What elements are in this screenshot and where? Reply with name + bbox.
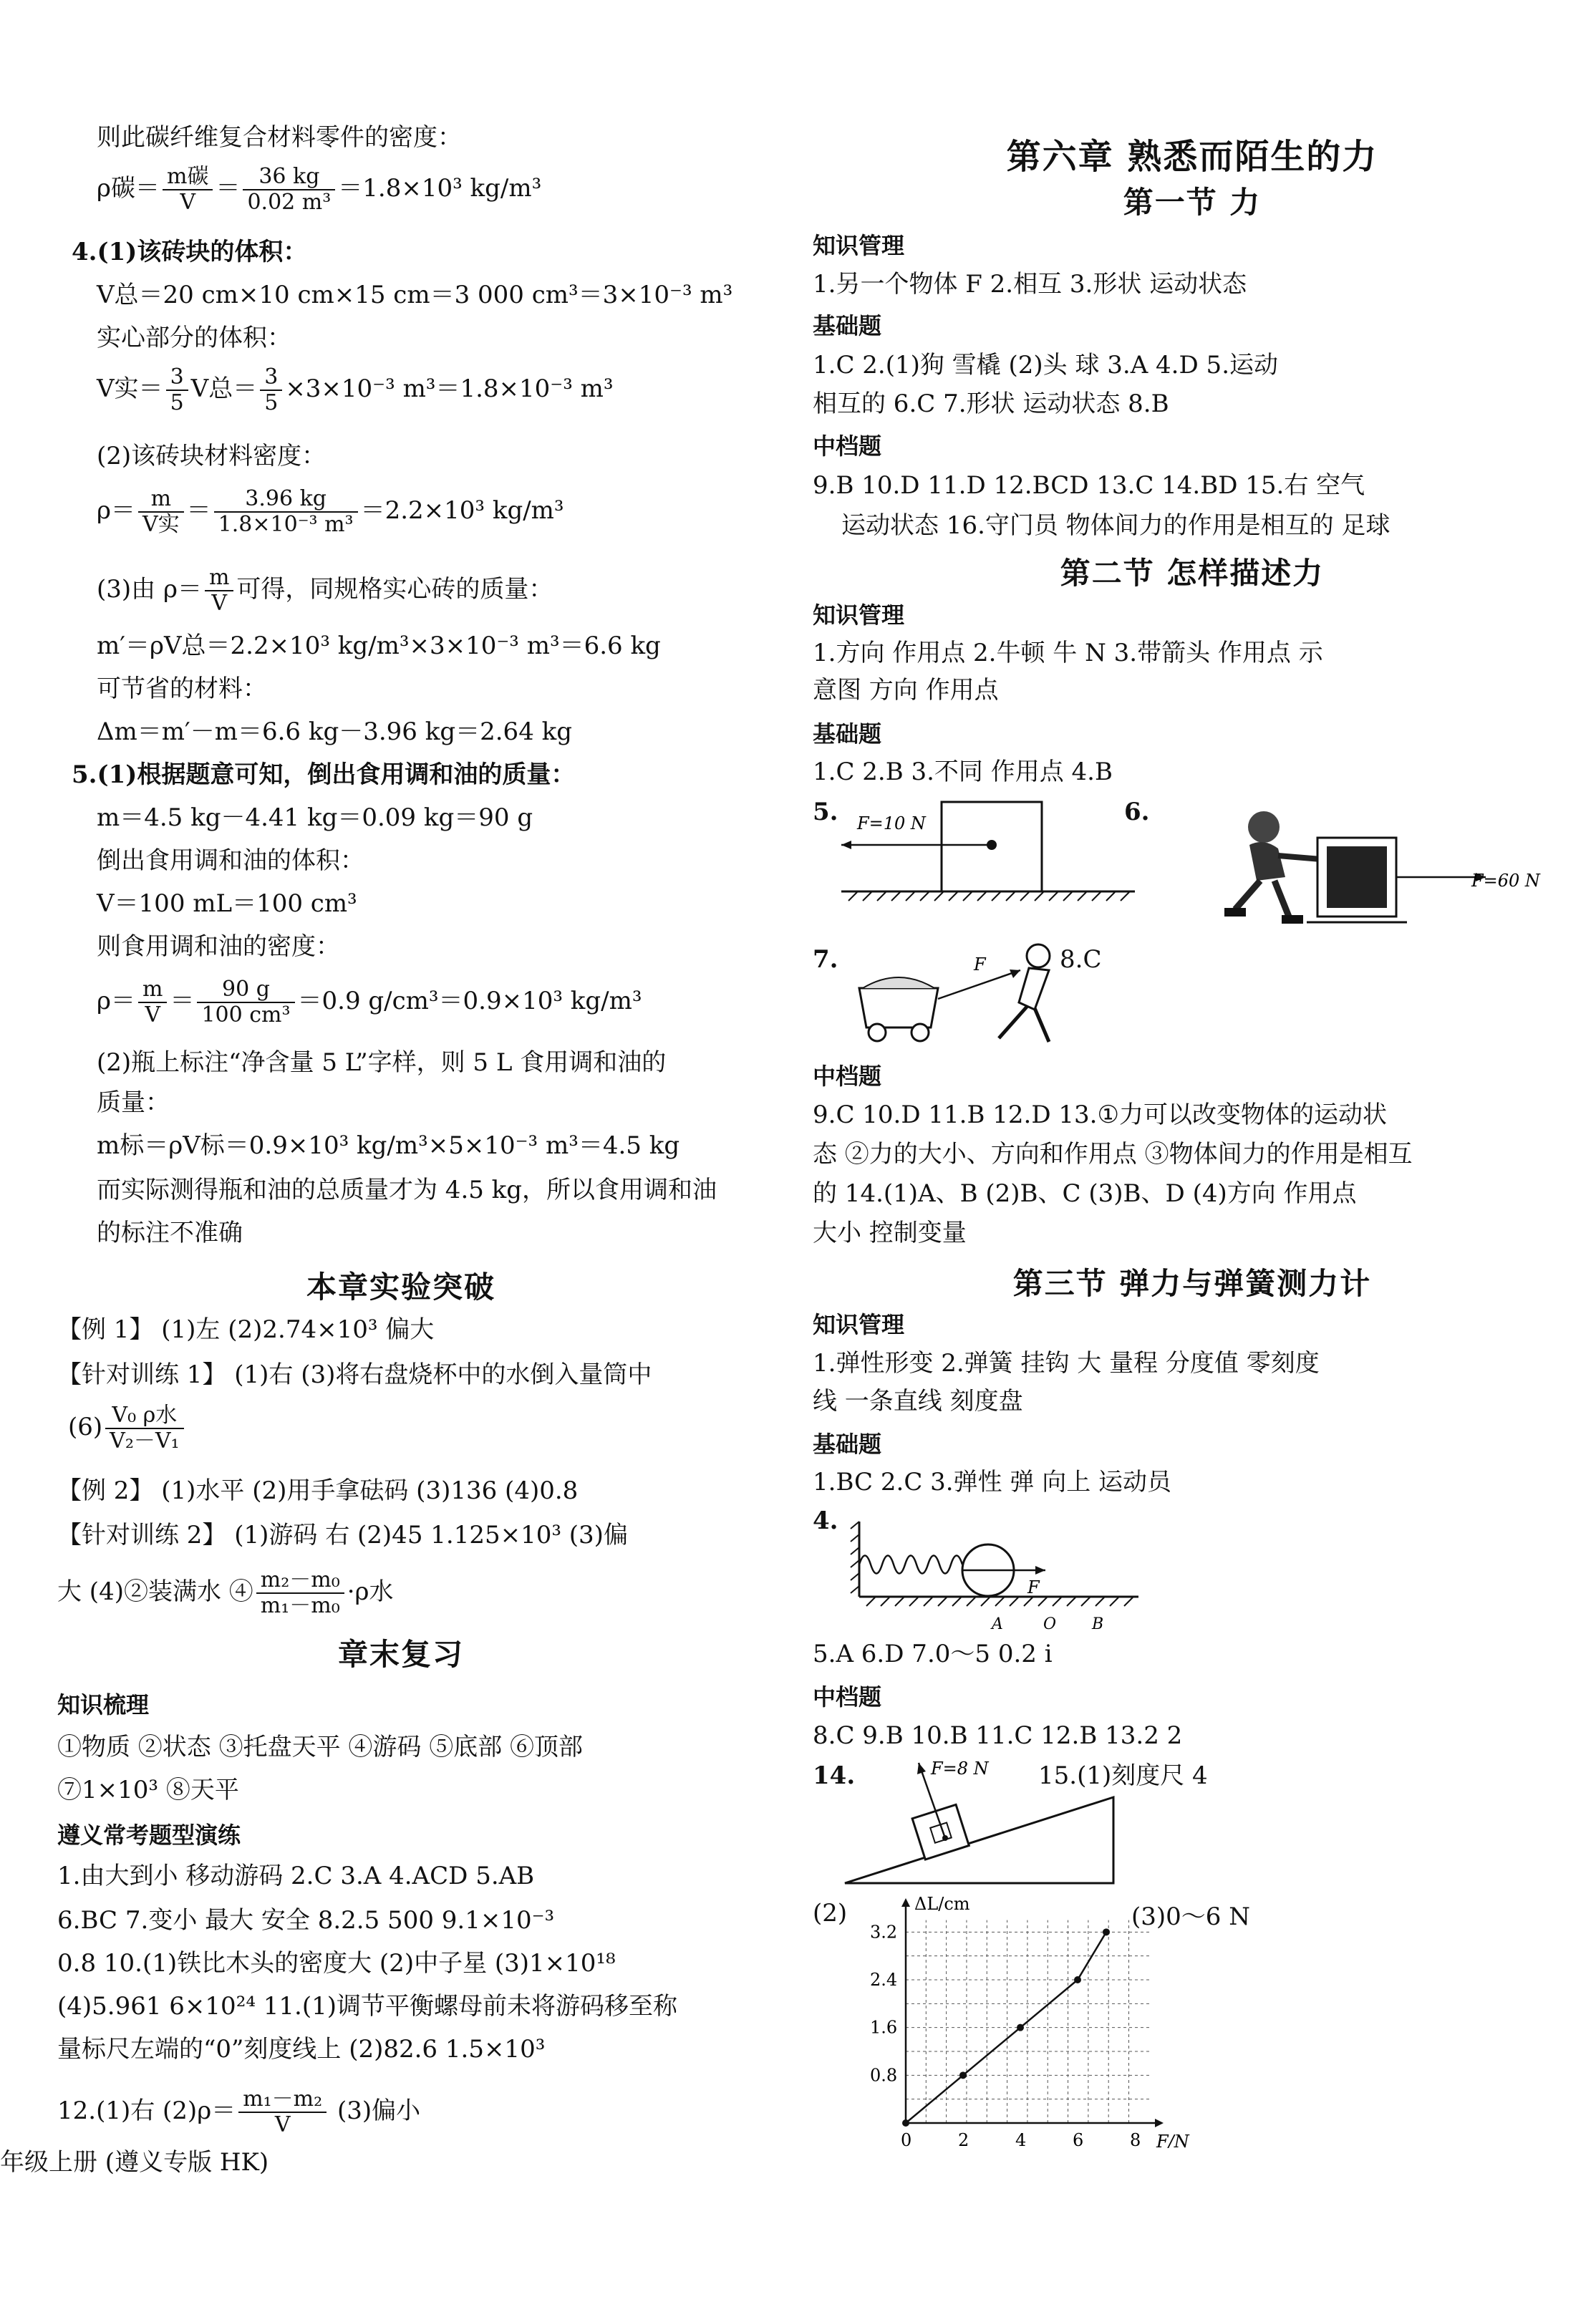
formula-line: Δm＝m′－m＝6.6 kg－3.96 kg＝2.64 kg — [97, 717, 572, 746]
text-line: 实心部分的体积： — [97, 324, 291, 352]
formula-part: V总＝ — [190, 374, 258, 403]
text-line: 相互的 6.C 7.形状 运动状态 8.B — [813, 390, 1169, 418]
x-tick-label: 0 — [901, 2130, 912, 2148]
text-line: 5.A 6.D 7.0～5 0.2 i — [813, 1640, 1053, 1668]
figure-child-pushing-box — [1171, 802, 1543, 931]
formula-part: ＝ — [216, 174, 241, 203]
text-line: 质量： — [97, 1088, 170, 1117]
question-line: 5.(1)根据题意可知，倒出食用调和油的质量： — [72, 760, 576, 789]
chapter-title: 第六章 熟悉而陌生的力 — [1006, 137, 1378, 177]
text-line: 的标注不准确 — [97, 1219, 243, 1247]
x-axis-label: F/N — [1156, 2132, 1189, 2148]
text-line: 1.弹性形变 2.弹簧 挂钩 大 量程 分度值 零刻度 — [813, 1349, 1320, 1378]
subsection-heading: 基础题 — [813, 720, 882, 748]
right-column — [813, 0, 1572, 2297]
formula-line — [57, 487, 564, 537]
data-point — [1103, 1928, 1110, 1935]
formula-line — [57, 977, 642, 1027]
formula-line — [57, 1568, 394, 1618]
subsection-heading: 知识管理 — [813, 601, 905, 629]
denominator: m₁－m₀ — [260, 1593, 340, 1618]
fraction — [256, 1568, 344, 1618]
text-line: 【例 1】 (1)左 (2)2.74×10³ 偏大 — [57, 1315, 435, 1344]
denominator: V — [145, 1002, 161, 1027]
fraction — [205, 566, 233, 616]
text-line: 8.C 9.B 10.B 11.C 12.B 13.2 2 — [813, 1721, 1183, 1750]
subsection-heading: 基础题 — [813, 312, 882, 339]
formula-part: (3)由 ρ＝ — [97, 575, 202, 604]
y-tick-label: 3.2 — [870, 1922, 898, 1943]
x-tick-label: 8 — [1130, 2130, 1141, 2148]
numerator: m₁－m₂ — [238, 2087, 327, 2113]
data-point — [902, 2119, 909, 2127]
text-line: 量标尺左端的“0”刻度线上 (2)82.6 1.5×10³ — [57, 2035, 546, 2064]
denominator: V — [274, 2112, 291, 2137]
text-line: 意图 方向 作用点 — [813, 676, 999, 705]
text-line: 倒出食用调和油的体积： — [97, 846, 364, 875]
formula-part: ·ρ水 — [347, 1577, 394, 1606]
numerator: 90 g — [197, 977, 294, 1003]
formula-part: ×3×10⁻³ m³＝1.8×10⁻³ m³ — [285, 374, 614, 403]
section-heading: 第三节 弹力与弹簧测力计 — [1012, 1266, 1372, 1301]
formula-line — [57, 365, 614, 415]
formula-part: ρ碳＝ — [97, 174, 160, 203]
text-line: ①物质 ②状态 ③托盘天平 ④游码 ⑤底部 ⑥顶部 — [57, 1733, 584, 1761]
footer-text: 年级上册 (遵义专版 HK) — [0, 2148, 269, 2177]
formula-part: V实＝ — [97, 374, 163, 403]
numerator: m — [138, 977, 167, 1003]
x-tick-label: 6 — [1073, 2130, 1084, 2148]
text-line: 9.C 10.D 11.B 12.D 13.①力可以改变物体的运动状 — [813, 1101, 1387, 1129]
section-heading: 本章实验突破 — [306, 1270, 495, 1305]
denominator: V实 — [142, 512, 180, 537]
fraction — [166, 365, 188, 415]
text-line: 1.C 2.B 3.不同 作用点 4.B — [813, 758, 1113, 786]
x-axis-arrow — [1155, 2119, 1164, 2127]
text-line: 1.BC 2.C 3.弹性 弹 向上 运动员 — [813, 1468, 1172, 1496]
subsection-heading: 中档题 — [813, 1683, 882, 1711]
subsection-heading: 知识梳理 — [57, 1691, 150, 1718]
formula-line — [57, 165, 541, 215]
section-heading: 第一节 力 — [1123, 185, 1262, 220]
text-line: (2)该砖块材料密度： — [97, 442, 327, 470]
point-label: A — [992, 1615, 1003, 1633]
numerator: V₀ ρ水 — [105, 1403, 183, 1429]
text-line: 【针对训练 1】 (1)右 (3)将右盘烧杯中的水倒入量筒中 — [57, 1360, 652, 1389]
figure-box-force — [841, 795, 1142, 902]
text-line: 【例 2】 (1)水平 (2)用手拿砝码 (3)136 (4)0.8 — [57, 1476, 579, 1505]
denominator: V — [180, 190, 196, 215]
denominator: 100 cm³ — [201, 1002, 291, 1027]
fraction — [214, 487, 358, 537]
text-line: 0.8 10.(1)铁比木头的密度大 (2)中子星 (3)1×10¹⁸ — [57, 1949, 616, 1978]
left-column — [57, 0, 745, 2297]
question-part: (2) — [813, 1899, 848, 1928]
denominator: V — [211, 591, 228, 616]
text-line: 1.方向 作用点 2.牛顿 牛 N 3.带箭头 作用点 示 — [813, 639, 1323, 667]
point-label: O — [1043, 1615, 1057, 1633]
question-line: 4.(1)该砖块的体积： — [72, 238, 308, 266]
fraction — [138, 977, 167, 1027]
denominator: V₂－V₁ — [110, 1428, 180, 1454]
data-point — [1017, 2024, 1024, 2031]
y-axis-arrow — [901, 1898, 910, 1907]
text-line: 【针对训练 2】 (1)游码 右 (2)45 1.125×10³ (3)偏 — [57, 1521, 628, 1549]
numerator: 3.96 kg — [214, 487, 358, 513]
formula-part: ＝ — [186, 496, 211, 525]
formula-part: (3)偏小 — [329, 2097, 421, 2125]
subsection-heading: 遵义常考题型演练 — [57, 1822, 241, 1849]
formula-part: 12.(1)右 (2)ρ＝ — [57, 2097, 236, 2125]
data-point — [1074, 1976, 1081, 1983]
fraction — [105, 1403, 183, 1454]
numerator: m — [205, 566, 233, 591]
formula-line: m＝4.5 kg－4.41 kg＝0.09 kg＝90 g — [97, 803, 533, 832]
text-line: 9.B 10.D 11.D 12.BCD 13.C 14.BD 15.右 空气 — [813, 471, 1365, 500]
numerator: 3 — [166, 365, 188, 391]
text-line: 6.BC 7.变小 最大 安全 8.2.5 500 9.1×10⁻³ — [57, 1906, 555, 1935]
text-line: (2)瓶上标注“净含量 5 L”字样，则 5 L 食用调和油的 — [97, 1048, 667, 1077]
text-line: 的 14.(1)A、B (2)B、C (3)B、D (4)方向 作用点 — [813, 1179, 1357, 1208]
formula-line — [57, 2087, 420, 2137]
y-axis-label: ΔL/cm — [914, 1894, 970, 1914]
question-number: 7. — [813, 945, 838, 974]
subsection-heading: 基础题 — [813, 1431, 882, 1458]
force-label: F=10 N — [857, 813, 926, 833]
force-label: F=60 N — [1471, 871, 1540, 891]
question-number: 6. — [1124, 798, 1150, 826]
point-label: B — [1092, 1615, 1104, 1633]
subsection-heading: 中档题 — [813, 432, 882, 460]
numerator: m₂－m₀ — [256, 1568, 344, 1594]
formula-line: V＝100 mL＝100 cm³ — [97, 889, 357, 918]
fraction — [243, 165, 335, 215]
fraction — [260, 365, 282, 415]
formula-part: ＝ — [170, 987, 195, 1015]
formula-part: (6) — [68, 1413, 103, 1441]
subsection-heading: 知识管理 — [813, 232, 905, 259]
formula-part: ＝2.2×10³ kg/m³ — [360, 496, 564, 525]
formula-part: ρ＝ — [97, 496, 135, 525]
subsection-heading: 中档题 — [813, 1063, 882, 1090]
y-tick-label: 2.4 — [870, 1970, 898, 1990]
section-heading: 章末复习 — [337, 1637, 464, 1672]
fraction — [197, 977, 294, 1027]
denominator: 5 — [264, 390, 279, 415]
denominator: 5 — [170, 390, 184, 415]
text-line: 1.由大到小 移动游码 2.C 3.A 4.ACD 5.AB — [57, 1862, 535, 1890]
question-number: 14. — [813, 1761, 856, 1790]
denominator: 0.02 m³ — [247, 190, 332, 215]
formula-part: 可得，同规格实心砖的质量： — [236, 575, 553, 604]
force-label: F — [974, 954, 986, 975]
text-line: 15.(1)刻度尺 4 — [1038, 1761, 1208, 1790]
numerator: m — [138, 487, 184, 513]
fraction — [138, 487, 184, 537]
question-number: 4. — [813, 1507, 838, 1535]
section-heading: 第二节 怎样描述力 — [1060, 556, 1325, 591]
formula-line: m′＝ρV总＝2.2×10³ kg/m³×3×10⁻³ m³＝6.6 kg — [97, 632, 661, 660]
numerator: m碳 — [163, 165, 213, 190]
x-tick-label: 4 — [1015, 2130, 1027, 2148]
text-line: 8.C — [1060, 945, 1102, 974]
force-label: F=8 N — [931, 1759, 989, 1779]
formula-part: ＝1.8×10³ kg/m³ — [338, 174, 542, 203]
formula-line: V总＝20 cm×10 cm×15 cm＝3 000 cm³＝3×10⁻³ m³ — [97, 281, 733, 309]
numerator: 36 kg — [243, 165, 335, 190]
question-number: 5. — [813, 798, 838, 826]
text-line: 运动状态 16.守门员 物体间力的作用是相互的 足球 — [841, 511, 1391, 540]
x-tick-label: 2 — [958, 2130, 969, 2148]
figure-spring-ball — [838, 1514, 1153, 1640]
formula-part: ρ＝ — [97, 987, 135, 1015]
formula-part: 大 (4)②装满水 ④ — [57, 1577, 253, 1606]
text-line: (4)5.961 6×10²⁴ 11.(1)调节平衡螺母前未将游码移至称 — [57, 1992, 677, 2021]
text-line: 1.C 2.(1)狗 雪橇 (2)头 球 3.A 4.D 5.运动 — [813, 351, 1279, 379]
y-tick-label: 0.8 — [870, 2065, 898, 2086]
text-line: 则此碳纤维复合材料零件的密度： — [97, 123, 462, 152]
denominator: 1.8×10⁻³ m³ — [218, 512, 354, 537]
text-line: 态 ②力的大小、方向和作用点 ③物体间力的作用是相互 — [813, 1140, 1413, 1169]
text-line: (3)0～6 N — [1131, 1902, 1250, 1931]
formula-line: m标＝ρV标＝0.9×10³ kg/m³×5×10⁻³ m³＝4.5 kg — [97, 1131, 680, 1160]
text-line: 则食用调和油的密度： — [97, 932, 340, 961]
y-tick-label: 1.6 — [870, 2017, 898, 2038]
numerator: 3 — [260, 365, 282, 391]
fraction — [163, 165, 213, 215]
text-line: 线 一条直线 刻度盘 — [813, 1387, 1023, 1416]
force-label: F — [1027, 1577, 1040, 1597]
text-line: ⑦1×10³ ⑧天平 — [57, 1776, 239, 1804]
text-line: 大小 控制变量 — [813, 1219, 967, 1247]
text-line: 1.另一个物体 F 2.相互 3.形状 运动状态 — [813, 270, 1247, 299]
text-line: 而实际测得瓶和油的总质量才为 4.5 kg，所以食用调和油 — [97, 1176, 717, 1204]
formula-line — [57, 1403, 187, 1454]
subsection-heading: 知识管理 — [813, 1311, 905, 1338]
formula-part: ＝0.9 g/cm³＝0.9×10³ kg/m³ — [297, 987, 642, 1015]
formula-line — [57, 566, 553, 616]
text-line: 可节省的材料： — [97, 674, 267, 703]
data-point — [959, 2071, 967, 2079]
fraction — [238, 2087, 327, 2137]
